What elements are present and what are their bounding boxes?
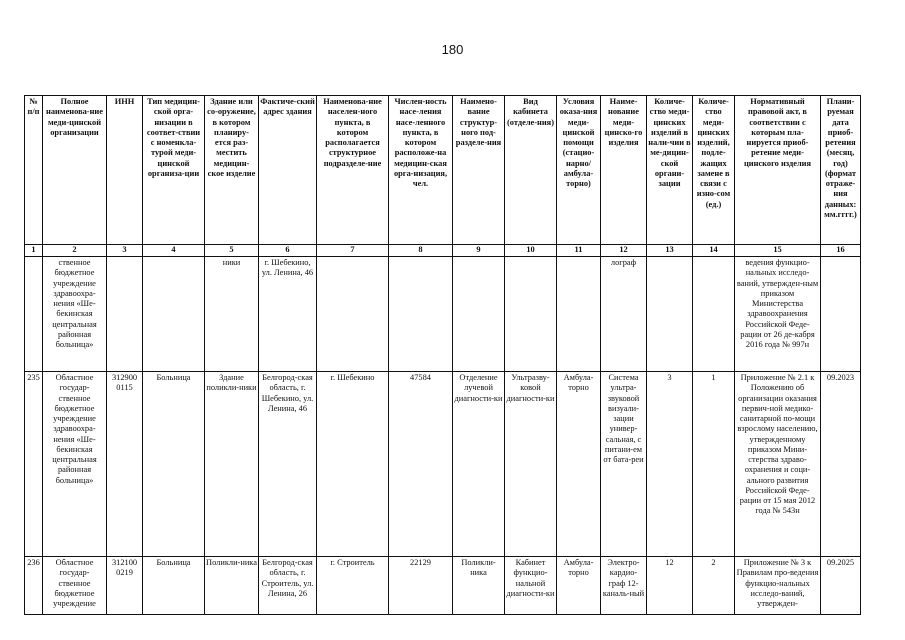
medical-devices-table [24, 95, 861, 615]
header-cell: № п/п [25, 96, 43, 245]
inn: 312900 0115 [107, 372, 143, 557]
org-name: ственное бюджетное учреждение здравоохра-нения «Ше-бекинская центральная районная больница» [43, 257, 107, 372]
header-cell: Плани-руемая дата приоб-ретения (месяц, год) (формат отраже-ния данных: мм.гггг.) [821, 96, 861, 245]
address: г. Шебекино, ул. Ленина, 46 [259, 257, 317, 372]
org-type [143, 257, 205, 372]
purchase-date [821, 257, 861, 372]
table-row [25, 257, 861, 372]
qty-replace [693, 257, 735, 372]
column-number: 15 [735, 245, 821, 257]
cabinet [505, 257, 557, 372]
row-number: 235 [25, 372, 43, 557]
column-number: 11 [557, 245, 601, 257]
building: Поликли-ника [205, 557, 259, 615]
column-number: 10 [505, 245, 557, 257]
legal-act: Приложение № 2.1 к Положению об организации оказания первич-ной медико-санитарной по-мощи взрослому населению, утвержденному приказом Мини-стерства здраво-охранения и соци-ального развития Российской Феде-рации от 15 мая 2012 года № 543н [735, 372, 821, 557]
address: Белгород-ская область, г. Строитель, ул. Ленина, 26 [259, 557, 317, 615]
qty-replace: 2 [693, 557, 735, 615]
division [453, 257, 505, 372]
table-row [25, 557, 861, 615]
org-name: Областное государ-ственное бюджетное учреждение здравоохра-нения «Ше-бекинская центральная районная больница» [43, 372, 107, 557]
qty-available: 3 [647, 372, 693, 557]
qty-replace: 1 [693, 372, 735, 557]
column-number: 1 [25, 245, 43, 257]
locality: г. Шебекино [317, 372, 389, 557]
header-cell: Числен-ность насе-ления насе-ленного пункта, в котором расположе-на медицин-ская орга-низация, чел. [389, 96, 453, 245]
qty-available: 12 [647, 557, 693, 615]
care-conditions [557, 257, 601, 372]
column-number: 8 [389, 245, 453, 257]
header-cell: Вид кабинета (отделе-ния) [505, 96, 557, 245]
population [389, 257, 453, 372]
column-number: 3 [107, 245, 143, 257]
column-number: 6 [259, 245, 317, 257]
division: Поликли-ника [453, 557, 505, 615]
header-cell: Наимено-вание структур-ного под-разделе-ния [453, 96, 505, 245]
header-cell: Фактиче-ский адрес здания [259, 96, 317, 245]
row-number: 236 [25, 557, 43, 615]
column-number: 14 [693, 245, 735, 257]
column-number: 2 [43, 245, 107, 257]
header-cell: Тип медицин-ской орга-низации в соответ-ствии с номенкла-турой меди-цинской организа-ции [143, 96, 205, 245]
cabinet: Ультразву-ковой диагности-ки [505, 372, 557, 557]
header-cell: Наиме-нование меди-цинско-го изделия [601, 96, 647, 245]
population: 22129 [389, 557, 453, 615]
header-cell: Количе-ство меди-цинских изделий, подле-жащих замене в связи с изно-сом (ед.) [693, 96, 735, 245]
locality [317, 257, 389, 372]
column-number: 4 [143, 245, 205, 257]
row-number [25, 257, 43, 372]
building: ники [205, 257, 259, 372]
table-row [25, 372, 861, 557]
cabinet: Кабинет функцио-нальной диагности-ки [505, 557, 557, 615]
header-cell: Условия оказа-ния меди-цинской помощи (стацио-нарно/ амбула-торно) [557, 96, 601, 245]
column-number: 5 [205, 245, 259, 257]
purchase-date: 09.2025 [821, 557, 861, 615]
column-number: 13 [647, 245, 693, 257]
header-cell: Нормативный правовой акт, в соответствии с которым пла-нируется приоб-ретение меди-цинского изделия [735, 96, 821, 245]
header-row [25, 96, 861, 245]
column-number: 12 [601, 245, 647, 257]
legal-act: ведения функцио-нальных исследо-ваний, утвержден-ным приказом Министерства здравоохранения Российской Феде-рации от 26 де-кабря 2016 года № 997н [735, 257, 821, 372]
header-cell: Количе-ство меди-цинских изделий в нали-чии в ме-дицин-ской органи-зации [647, 96, 693, 245]
locality: г. Строитель [317, 557, 389, 615]
qty-available [647, 257, 693, 372]
purchase-date: 09.2023 [821, 372, 861, 557]
column-number: 9 [453, 245, 505, 257]
device-name: Система ультра-звуковой визуали-зации универ-сальная, с питани-ем от бата-реи [601, 372, 647, 557]
org-name: Областное государ-ственное бюджетное учреждение [43, 557, 107, 615]
page-number: 180 [441, 42, 464, 57]
care-conditions: Амбула-торно [557, 557, 601, 615]
device-name: Электро-кардио-граф 12-каналь-ный [601, 557, 647, 615]
building: Здание поликли-ники [205, 372, 259, 557]
header-cell: Здание или со-оружение, в котором планиру-ется раз-местить медицин-ское изделие [205, 96, 259, 245]
address: Белгород-ская область, г. Шебекино, ул. Ленина, 46 [259, 372, 317, 557]
division: Отделение лучевой диагности-ки [453, 372, 505, 557]
header-cell: Полное наименова-ние меди-цинской организации [43, 96, 107, 245]
legal-act: Приложение № 3 к Правилам про-ведения функцио-нальных исследо-ваний, утвержден- [735, 557, 821, 615]
column-number: 7 [317, 245, 389, 257]
device-name: лограф [601, 257, 647, 372]
column-number: 16 [821, 245, 861, 257]
care-conditions: Амбула-торно [557, 372, 601, 557]
org-type: Больница [143, 372, 205, 557]
inn [107, 257, 143, 372]
column-number-row [25, 245, 861, 257]
population: 47584 [389, 372, 453, 557]
inn: 312100 0219 [107, 557, 143, 615]
org-type: Больница [143, 557, 205, 615]
header-cell: ИНН [107, 96, 143, 245]
header-cell: Наименова-ние населен-ного пункта, в котором располагается структурное подразделе-ние [317, 96, 389, 245]
